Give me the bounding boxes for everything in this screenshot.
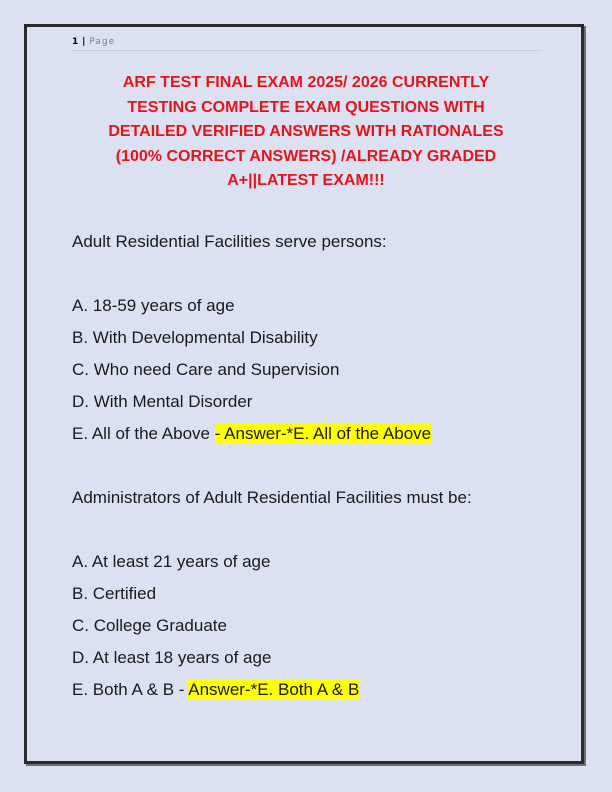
answer-option: D. With Mental Disorder [72, 392, 253, 411]
question-prompt: Administrators of Adult Residential Facilities must be: [72, 488, 472, 507]
option-text: E. Both A & B - [72, 680, 189, 699]
page-number: 1 [72, 37, 79, 47]
question-prompt: Adult Residential Facilities serve persons: [72, 232, 387, 251]
exam-content [72, 230, 552, 710]
title-line: (100% CORRECT ANSWERS) /ALREADY GRADED [115, 147, 497, 165]
title-line: ARF TEST FINAL EXAM 2025/ 2026 CURRENTLY [122, 74, 490, 91]
title-line: TESTING COMPLETE EXAM QUESTIONS WITH [127, 98, 485, 116]
title-line: DETAILED VERIFIED ANSWERS WITH RATIONALES [108, 123, 504, 140]
answer-option: B. With Developmental Disability [72, 328, 318, 347]
document-title [70, 71, 542, 194]
answer-option: D. At least 18 years of age [72, 648, 272, 667]
answer-option: A. At least 21 years of age [72, 552, 271, 571]
answer-option-last [72, 678, 552, 710]
page-separator: | [82, 37, 86, 47]
answer-option: C. College Graduate [72, 616, 227, 635]
option-text: E. All of the Above [72, 424, 215, 443]
page-label: Page [89, 37, 116, 47]
answer-option: B. Certified [72, 584, 157, 603]
answer-option-last [72, 422, 552, 454]
highlighted-answer: Answer-*E. Both A & B [188, 680, 360, 699]
answer-option: A. 18-59 years of age [72, 296, 235, 315]
question-block [72, 486, 552, 710]
title-line: A+||LATEST EXAM!!! [227, 172, 385, 189]
highlighted-answer: - Answer-*E. All of the Above [214, 424, 432, 443]
question-block [72, 230, 552, 454]
page-header [72, 36, 542, 51]
answer-option: C. Who need Care and Supervision [72, 360, 340, 379]
